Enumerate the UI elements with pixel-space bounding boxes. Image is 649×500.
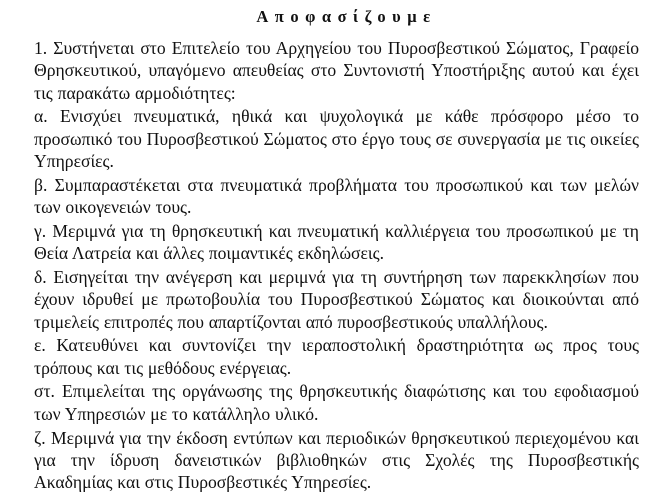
item-epsilon: ε. Κατευθύνει και συντονίζει την ιεραποστολική δραστηριότητα ως προς τους τρόπους και τις μεθόδους ενέργειας. — [34, 335, 639, 378]
article-paragraph-1: 1. Συστήνεται στο Επιτελείο του Αρχηγείου του Πυροσβεστικού Σώματος, Γραφείο Θρησκευτικού, υπαγόμενο απευθείας στο Συντονιστή Υποστήριξης αυτού και έχει τις παρακάτω αρμοδιότητες: — [34, 38, 639, 103]
decision-heading: Αποφασίζουμε — [256, 7, 437, 26]
item-beta: β. Συμπαραστέκεται στα πνευματικά προβλήματα του προσωπικού και των μελών των οικογενειών τους. — [34, 174, 639, 218]
item-st: στ. Επιμελείται της οργάνωσης της θρησκευτικής διαφώτισης και του εφοδιασμού των Υπηρεσιών με το κατάλληλο υλικό. — [34, 381, 639, 424]
item-gamma: γ. Μεριμνά για τη θρησκευτική και πνευματική καλλιέργεια του προσωπικού με τη Θεία Λατρεία και άλλες ποιμαντικές εκδηλώσεις. — [34, 220, 639, 264]
item-alpha: α. Ενισχύει πνευματικά, ηθικά και ψυχολογικά με κάθε πρόσφορο μέσο το προσωπικό του Πυροσβεστικού Σώματος στο έργο τους σε συνεργασία με τις οικείες Υπηρεσίες. — [34, 106, 639, 171]
article-items — [34, 37, 639, 493]
item-delta: δ. Εισηγείται την ανέγερση και μεριμνά για τη συντήρηση των παρεκκλησίων που έχουν ιδρυθεί με πρωτοβουλία του Πυροσβεστικού Σώματος και διοικούνται από τριμελείς επιτροπές που απαρτίζονται από πυροσβεστικούς υπαλλήλους. — [34, 266, 639, 332]
item-zeta: ζ. Μεριμνά για την έκδοση εντύπων και περιοδικών θρησκευτικού περιεχομένου και για την ίδρυση δανειστικών βιβλιοθηκών στις Σχολές της Πυροσβεστικής Ακαδημίας και στις Πυροσβεστικές Υπηρεσίες. — [34, 427, 639, 493]
